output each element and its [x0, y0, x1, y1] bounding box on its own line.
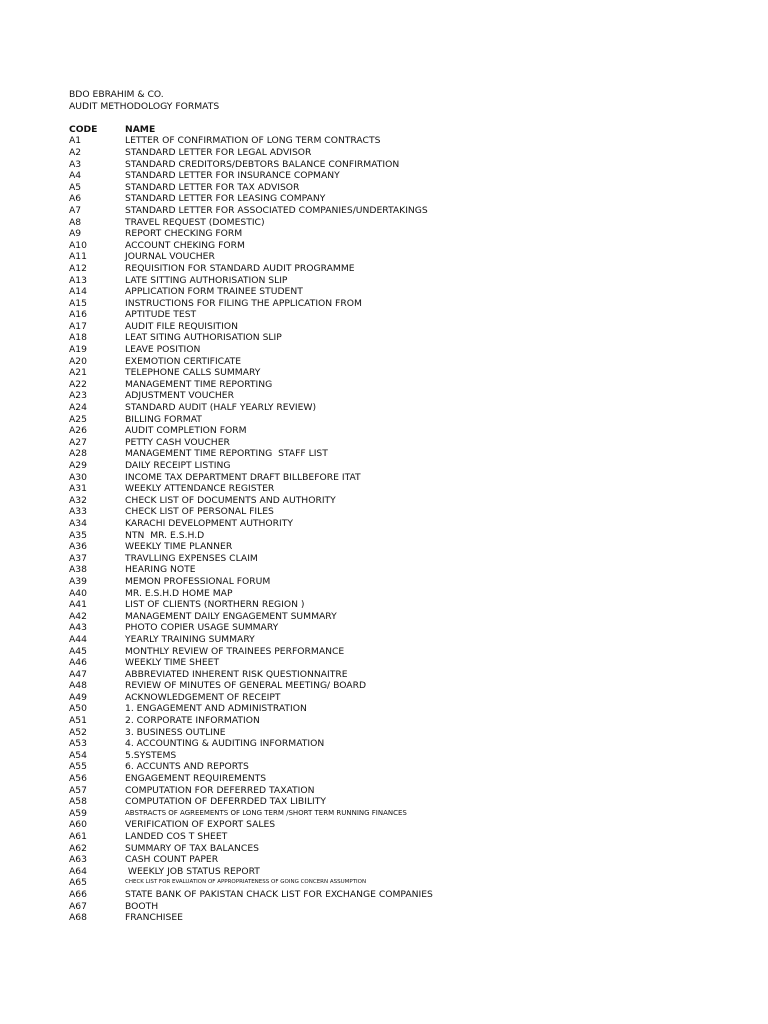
format-code: A4	[69, 170, 82, 182]
format-name: INCOME TAX DEPARTMENT DRAFT BILLBEFORE ITAT	[125, 471, 361, 483]
list-item	[69, 448, 749, 460]
list-item	[69, 646, 749, 658]
format-code: A28	[69, 448, 87, 460]
format-code: A50	[69, 703, 87, 715]
format-code: A39	[69, 575, 87, 587]
format-code: A11	[69, 251, 87, 263]
format-code: A7	[69, 204, 82, 216]
list-item	[69, 715, 749, 727]
list-item	[69, 379, 749, 391]
list-item	[69, 750, 749, 762]
format-name: YEARLY TRAINING SUMMARY	[125, 633, 255, 645]
format-code: A43	[69, 622, 87, 634]
list-item	[69, 495, 749, 507]
format-code: A14	[69, 286, 87, 298]
format-code: A44	[69, 633, 87, 645]
list-item	[69, 275, 749, 287]
format-name: REPORT CHECKING FORM	[125, 228, 243, 240]
format-code: A38	[69, 564, 87, 576]
list-item	[69, 460, 749, 472]
list-item	[69, 390, 749, 402]
format-name: FRANCHISEE	[125, 912, 183, 924]
list-item	[69, 240, 749, 252]
list-item	[69, 263, 749, 275]
format-name: CHECK LIST OF DOCUMENTS AND AUTHORITY	[125, 494, 336, 506]
format-name: VERIFICATION OF EXPORT SALES	[125, 819, 276, 831]
list-item	[69, 193, 749, 205]
format-name: STANDARD LETTER FOR INSURANCE COPMANY	[125, 170, 340, 182]
format-name: MANAGEMENT TIME REPORTING	[125, 378, 273, 390]
format-name: APPLICATION FORM TRAINEE STUDENT	[125, 286, 303, 298]
list-item	[69, 286, 749, 298]
format-code: A42	[69, 610, 87, 622]
list-item	[69, 680, 749, 692]
format-code: A8	[69, 216, 82, 228]
format-code: A56	[69, 773, 87, 785]
format-code: A32	[69, 494, 87, 506]
format-code: A62	[69, 842, 87, 854]
list-item	[69, 877, 749, 889]
format-code: A18	[69, 332, 87, 344]
list-item	[69, 761, 749, 773]
list-item	[69, 309, 749, 321]
list-item	[69, 773, 749, 785]
list-item	[69, 437, 749, 449]
format-name: CHECK LIST OF PERSONAL FILES	[125, 506, 274, 518]
list-item	[69, 785, 749, 797]
list-item	[69, 425, 749, 437]
list-item	[69, 819, 749, 831]
format-code: A2	[69, 146, 82, 158]
format-code: A15	[69, 297, 87, 309]
format-name: ADJUSTMENT VOUCHER	[125, 390, 234, 402]
format-code: A68	[69, 912, 87, 924]
format-name: STANDARD CREDITORS/DEBTORS BALANCE CONFIRMATION	[125, 158, 400, 170]
format-code: A16	[69, 309, 87, 321]
format-code: A40	[69, 587, 87, 599]
format-name: ABBREVIATED INHERENT RISK QUESTIONNAITRE	[125, 668, 348, 680]
format-name: MANAGEMENT TIME REPORTING STAFF LIST	[125, 448, 328, 460]
list-item	[69, 506, 749, 518]
format-code: A20	[69, 355, 87, 367]
list-item	[69, 170, 749, 182]
format-code: A3	[69, 158, 82, 170]
format-code: A19	[69, 344, 87, 356]
column-header-row	[69, 124, 749, 136]
format-name: BILLING FORMAT	[125, 413, 202, 425]
format-name: MANAGEMENT DAILY ENGAGEMENT SUMMARY	[125, 610, 337, 622]
format-code: A60	[69, 819, 87, 831]
format-name: TRAVEL REQUEST (DOMESTIC)	[125, 216, 265, 228]
format-code: A51	[69, 715, 87, 727]
list-item	[69, 553, 749, 565]
format-name: STANDARD AUDIT (HALF YEARLY REVIEW)	[125, 402, 317, 414]
format-name: MEMON PROFESSIONAL FORUM	[125, 575, 271, 587]
list-item	[69, 344, 749, 356]
list-item	[69, 727, 749, 739]
format-name: LANDED COS T SHEET	[125, 831, 228, 842]
format-code: A26	[69, 425, 87, 437]
list-item	[69, 205, 749, 217]
format-code: A57	[69, 784, 87, 796]
format-name: AUDIT FILE REQUISITION	[125, 320, 238, 332]
format-name: EXEMOTION CERTIFICATE	[125, 355, 242, 367]
spacer	[69, 112, 749, 124]
list-item	[69, 901, 749, 913]
format-name: TELEPHONE CALLS SUMMARY	[125, 367, 261, 379]
list-item	[69, 889, 749, 901]
format-code: A55	[69, 761, 87, 773]
format-code: A31	[69, 483, 87, 495]
list-item	[69, 657, 749, 669]
format-name: ABSTRACTS OF AGREEMENTS OF LONG TERM /SHORT TERM RUNNING FINANCES	[125, 808, 407, 817]
format-name: STATE BANK OF PAKISTAN CHACK LIST FOR EXCHANGE COMPANIES	[125, 888, 433, 900]
list-item	[69, 147, 749, 159]
format-list	[69, 135, 749, 923]
format-code: A46	[69, 657, 87, 669]
format-name: TRAVLLING EXPENSES CLAIM	[125, 552, 258, 564]
list-item	[69, 796, 749, 808]
format-name: ENGAGEMENT REQUIREMENTS	[125, 773, 267, 785]
format-code: A59	[69, 807, 87, 819]
list-item	[69, 738, 749, 750]
list-item	[69, 182, 749, 194]
format-code: A45	[69, 645, 87, 657]
format-name: JOURNAL VOUCHER	[125, 251, 215, 263]
format-code: A61	[69, 831, 87, 842]
list-item	[69, 414, 749, 426]
list-item	[69, 599, 749, 611]
list-item	[69, 576, 749, 588]
format-name: AUDIT COMPLETION FORM	[125, 425, 247, 437]
format-code: A58	[69, 796, 87, 808]
format-code: A33	[69, 506, 87, 518]
list-item	[69, 843, 749, 855]
format-code: A10	[69, 239, 87, 251]
list-item	[69, 321, 749, 333]
list-item	[69, 692, 749, 704]
format-name: NTN MR. E.S.H.D	[125, 529, 205, 541]
format-name: LEAVE POSITION	[125, 344, 201, 356]
format-name: CHECK LIST FOR EVALUATION OF APPROPRIATENESS OF GOING CONCERN ASSUMPTION	[125, 879, 367, 886]
format-code: A64	[69, 865, 87, 877]
format-name: LETTER OF CONFIRMATION OF LONG TERM CONTRACTS	[125, 135, 381, 147]
list-item	[69, 912, 749, 924]
list-item	[69, 472, 749, 484]
format-code: A27	[69, 436, 87, 448]
list-item	[69, 854, 749, 866]
format-code: A35	[69, 529, 87, 541]
format-code: A37	[69, 552, 87, 564]
list-item	[69, 251, 749, 263]
list-item	[69, 518, 749, 530]
format-code: A36	[69, 541, 87, 553]
list-item	[69, 611, 749, 623]
format-name: APTITUDE TEST	[125, 309, 197, 321]
format-name: WEEKLY TIME PLANNER	[125, 541, 233, 553]
document-page	[69, 89, 749, 924]
format-code: A24	[69, 402, 87, 414]
format-name: PETTY CASH VOUCHER	[125, 436, 230, 448]
format-name: LIST OF CLIENTS (NORTHERN REGION )	[125, 599, 305, 611]
list-item	[69, 669, 749, 681]
format-name: MR. E.S.H.D HOME MAP	[125, 587, 233, 599]
format-name: REQUISITION FOR STANDARD AUDIT PROGRAMME	[125, 262, 355, 274]
list-item	[69, 356, 749, 368]
format-code: A13	[69, 274, 87, 286]
format-name: STANDARD LETTER FOR TAX ADVISOR	[125, 181, 300, 193]
list-item	[69, 298, 749, 310]
list-item	[69, 217, 749, 229]
format-name: CASH COUNT PAPER	[125, 854, 219, 866]
format-name: MONTHLY REVIEW OF TRAINEES PERFORMANCE	[125, 645, 345, 657]
format-code: A67	[69, 900, 87, 912]
format-code: A66	[69, 888, 87, 900]
format-code: A17	[69, 320, 87, 332]
format-name: 3. BUSINESS OUTLINE	[125, 726, 226, 738]
format-name: 1. ENGAGEMENT AND ADMINISTRATION	[125, 703, 307, 715]
format-code: A63	[69, 854, 87, 866]
list-item	[69, 332, 749, 344]
format-code: A29	[69, 460, 87, 471]
format-name: 2. CORPORATE INFORMATION	[125, 715, 260, 727]
format-name: PHOTO COPIER USAGE SUMMARY	[125, 622, 279, 634]
format-code: A25	[69, 413, 87, 425]
list-item	[69, 483, 749, 495]
format-name: SUMMARY OF TAX BALANCES	[125, 842, 259, 854]
list-item	[69, 135, 749, 147]
format-name: STANDARD LETTER FOR LEASING COMPANY	[125, 193, 326, 205]
format-code: A41	[69, 599, 87, 611]
format-name: HEARING NOTE	[125, 564, 196, 576]
format-code: A6	[69, 193, 82, 205]
format-code: A30	[69, 471, 87, 483]
list-item	[69, 634, 749, 646]
format-name: REVIEW OF MINUTES OF GENERAL MEETING/ BOARD	[125, 680, 367, 692]
format-code: A34	[69, 517, 87, 529]
list-item	[69, 808, 749, 820]
format-name: DAILY RECEIPT LISTING	[125, 460, 231, 471]
format-code: A48	[69, 680, 87, 692]
format-code: A5	[69, 181, 82, 193]
list-item	[69, 564, 749, 576]
format-code: A12	[69, 262, 87, 274]
code-column-header: CODE	[69, 123, 98, 135]
list-item	[69, 367, 749, 379]
format-code: A65	[69, 877, 87, 889]
list-item	[69, 159, 749, 171]
format-code: A49	[69, 691, 87, 703]
document-subtitle: AUDIT METHODOLOGY FORMATS	[69, 100, 220, 112]
format-name: WEEKLY TIME SHEET	[125, 657, 220, 669]
format-name: INSTRUCTIONS FOR FILING THE APPLICATION FROM	[125, 297, 362, 309]
list-item	[69, 541, 749, 553]
format-code: A1	[69, 135, 82, 147]
list-item	[69, 402, 749, 414]
format-code: A53	[69, 738, 87, 750]
list-item	[69, 228, 749, 240]
format-name: BOOTH	[125, 900, 159, 912]
format-code: A21	[69, 367, 87, 379]
format-name: STANDARD LETTER FOR LEGAL ADVISOR	[125, 146, 312, 158]
format-name: 6. ACCUNTS AND REPORTS	[125, 761, 249, 773]
list-item	[69, 703, 749, 715]
list-item	[69, 831, 749, 843]
format-name: COMPUTATION OF DEFERRDED TAX LIBILITY	[125, 796, 326, 808]
format-code: A54	[69, 749, 87, 761]
format-name: COMPUTATION FOR DEFERRED TAXATION	[125, 784, 315, 796]
format-name: ACKNOWLEDGEMENT OF RECEIPT	[125, 691, 281, 703]
format-name: LATE SITTING AUTHORISATION SLIP	[125, 274, 288, 286]
format-name: ACCOUNT CHEKING FORM	[125, 239, 245, 251]
format-name: WEEKLY ATTENDANCE REGISTER	[125, 483, 275, 495]
format-name: KARACHI DEVELOPMENT AUTHORITY	[125, 517, 293, 529]
list-item	[69, 622, 749, 634]
format-name: 4. ACCOUNTING & AUDITING INFORMATION	[125, 738, 325, 750]
format-code: A23	[69, 390, 87, 402]
list-item	[69, 530, 749, 542]
format-code: A47	[69, 668, 87, 680]
format-name: 5.SYSTEMS	[125, 749, 177, 761]
format-name: WEEKLY JOB STATUS REPORT	[125, 865, 260, 877]
format-code: A22	[69, 378, 87, 390]
list-item	[69, 588, 749, 600]
format-name: LEAT SITING AUTHORISATION SLIP	[125, 332, 282, 344]
name-column-header: NAME	[125, 123, 156, 135]
format-name: STANDARD LETTER FOR ASSOCIATED COMPANIES/UNDERTAKINGS	[125, 204, 428, 216]
format-code: A52	[69, 726, 87, 738]
company-name: BDO EBRAHIM & CO.	[69, 89, 164, 100]
format-code: A9	[69, 228, 82, 240]
list-item	[69, 866, 749, 878]
